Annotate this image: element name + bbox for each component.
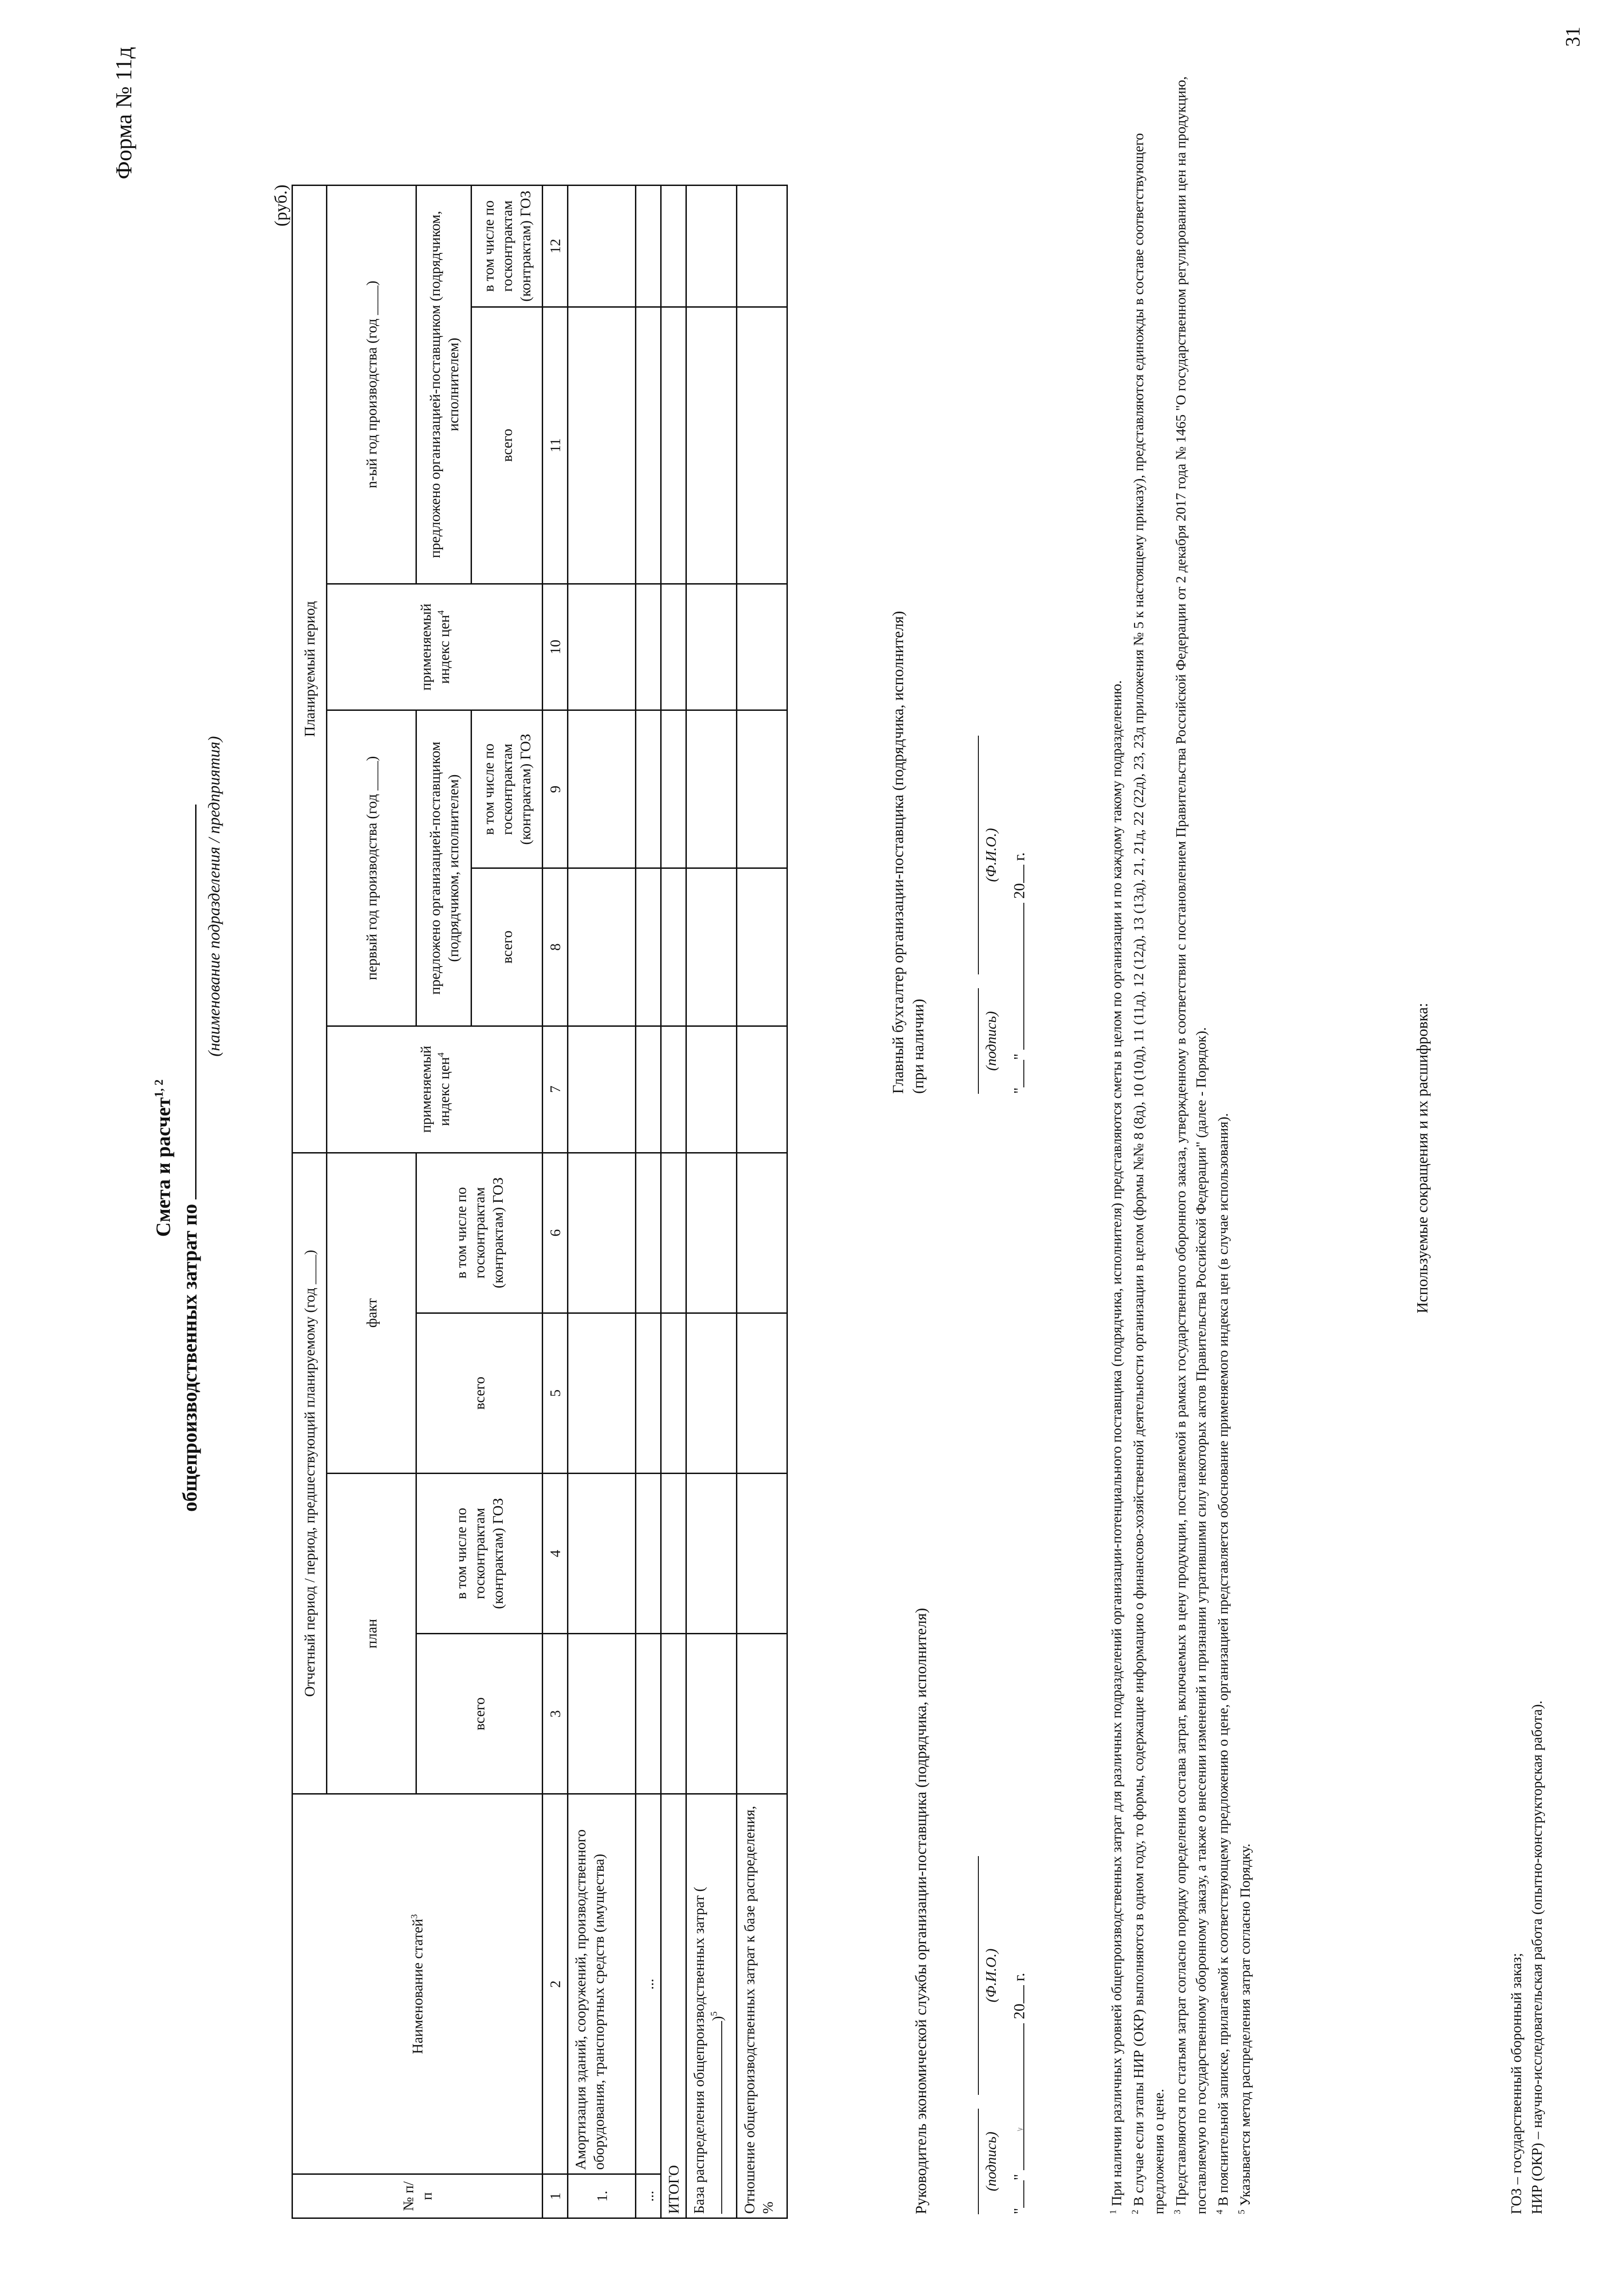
- price-index-2-text: применяемый индекс цен: [417, 603, 452, 691]
- base-label: [686, 1794, 737, 2218]
- date-quote-close: ": [1011, 1053, 1028, 1060]
- date-year-prefix: 20: [1011, 2003, 1028, 2020]
- table-cell[interactable]: [661, 1026, 686, 1153]
- price-index-1-text: применяемый индекс цен: [417, 1046, 452, 1133]
- name-line[interactable]: [978, 1856, 979, 2095]
- table-cell[interactable]: [737, 1153, 787, 1313]
- base-method-line[interactable]: [708, 2021, 722, 2214]
- col-number: 3: [543, 1634, 568, 1794]
- currency-label: (руб.): [271, 185, 291, 227]
- cost-estimate-table: [292, 185, 788, 2219]
- base-label-end: ): [709, 2016, 725, 2021]
- table-cell[interactable]: [737, 1313, 787, 1473]
- table-cell[interactable]: [737, 186, 787, 307]
- document-subtitle: [177, 194, 202, 2122]
- table-cell[interactable]: [661, 868, 686, 1026]
- name-caption: (Ф.И.О.): [983, 1948, 999, 2003]
- table-cell[interactable]: [686, 868, 737, 1026]
- title-footnote-ref: 1, 2: [152, 1079, 166, 1097]
- form-number: Форма № 11д: [111, 47, 136, 180]
- header-first-year: первый год производства (год ____): [327, 710, 416, 1026]
- table-cell[interactable]: [737, 1473, 787, 1633]
- table-cell[interactable]: [686, 1473, 737, 1633]
- table-cell[interactable]: [636, 1473, 661, 1633]
- table-cell[interactable]: [737, 1634, 787, 1794]
- table-cell[interactable]: [661, 186, 686, 307]
- header-planned-period: Планируемый период: [292, 186, 327, 1153]
- table-cell[interactable]: [661, 710, 686, 868]
- table-cell[interactable]: [686, 1026, 737, 1153]
- footnote-text: Указывается метод распределения затрат согласно Порядку.: [1237, 1843, 1253, 2206]
- footnote: [1129, 56, 1169, 2214]
- col-number: 12: [543, 186, 568, 307]
- signature-line[interactable]: [978, 988, 979, 1094]
- date-year-suffix: г.: [1011, 1973, 1028, 1981]
- table-cell[interactable]: [568, 1153, 636, 1313]
- header-number: № п/п: [292, 2174, 543, 2218]
- scan-mark: [1017, 2127, 1023, 2132]
- economic-head-title: Руководитель экономической службы организации-поставщика (подрядчика, исполнителя): [913, 1608, 930, 2214]
- subdivision-name-line: [177, 805, 197, 1199]
- table-cell[interactable]: [636, 1634, 661, 1794]
- col-number: 9: [543, 710, 568, 868]
- date-quote-open: ": [1011, 1087, 1028, 1094]
- date-year-line[interactable]: [1008, 865, 1024, 883]
- col-number: 2: [543, 1794, 568, 2174]
- col-number: 8: [543, 868, 568, 1026]
- footnote-number: 1: [1108, 2210, 1118, 2214]
- base-label-text: База распределения общепроизводственных затрат (: [691, 1886, 707, 2214]
- header-plan: план: [327, 1473, 416, 1794]
- header-name: [292, 1794, 543, 2174]
- col-number: 7: [543, 1026, 568, 1153]
- table-cell[interactable]: [737, 307, 787, 584]
- table-cell[interactable]: [568, 186, 636, 307]
- table-cell[interactable]: [568, 307, 636, 584]
- abbreviation-item: НИР (ОКР) – научно-исследовательская работа (опытно-конструкторская работа).: [1528, 1700, 1545, 2214]
- abbreviations-list: [1506, 1020, 1548, 2214]
- abbreviations-title: Используемые сокращения и их расшифровка:: [1414, 1002, 1431, 1314]
- col-number: 10: [543, 584, 568, 710]
- title-text: Смета и расчет: [152, 1097, 174, 1237]
- name-line[interactable]: [978, 736, 979, 974]
- header-nth-total: всего: [472, 307, 543, 584]
- header-nth-proposed: предложено организацией-поставщиком (подрядчиком, исполнителем): [416, 186, 472, 584]
- footnote-text: Представляются по статьям затрат согласно порядку определения состава затрат, включаемых в цену продукции, поставляемой в рамках государственного оборонного заказа, утвержденному в соответствии с постановлением Правительства Российской Федерации от 2 декабря 2017 года № 1465 "О государственном регулировании цен на продукцию, поставляемую по государственному оборонному заказу, а также о внесении изменений и признании утратившими силу некоторых актов Правительства Российской Федерации" (далее - Порядок).: [1173, 76, 1209, 2214]
- footnote-number: 5: [1236, 2210, 1247, 2214]
- signature-caption: (подпись): [983, 2132, 999, 2191]
- table-cell[interactable]: [661, 584, 686, 710]
- table-cell[interactable]: [568, 1634, 636, 1794]
- footnote: [1213, 56, 1233, 2214]
- economic-head-signature: [911, 1525, 932, 2214]
- page-number: 31: [1561, 27, 1584, 47]
- row-name: ...: [636, 1794, 661, 2174]
- footnote-number: 2: [1130, 2210, 1140, 2214]
- total-label: ИТОГО: [661, 1794, 686, 2218]
- signature-caption: (подпись): [983, 1011, 999, 1071]
- price-index-1-fn: 4: [435, 1052, 446, 1058]
- header-fact: факт: [327, 1153, 416, 1473]
- header-price-index-2: [327, 584, 543, 710]
- abbreviation-item: ГОЗ – государственный оборонный заказ;: [1508, 1953, 1524, 2214]
- table-cell[interactable]: [568, 1313, 636, 1473]
- header-reporting-period: Отчетный период / период, предшествующий планируемому (год ____): [292, 1153, 327, 1794]
- header-name-fn: 3: [409, 1914, 420, 1919]
- footnote: [1106, 56, 1127, 2214]
- table-cell[interactable]: [636, 1313, 661, 1473]
- table-cell[interactable]: [568, 1473, 636, 1633]
- header-plan-goz: в том числе по госконтрактам (контрактам) ГОЗ: [416, 1473, 543, 1633]
- table-cell[interactable]: [636, 1153, 661, 1313]
- table-cell[interactable]: [661, 1473, 686, 1633]
- table-cell[interactable]: [568, 1026, 636, 1153]
- total-row: [661, 186, 686, 2218]
- table-cell[interactable]: [568, 868, 636, 1026]
- footnote: [1171, 56, 1211, 2214]
- col-number: 11: [543, 307, 568, 584]
- header-fact-goz: в том числе по госконтрактам (контрактам) ГОЗ: [416, 1153, 543, 1313]
- ratio-row: [737, 186, 787, 2218]
- economic-head-date: [1008, 1973, 1030, 2214]
- date-day-line[interactable]: [1008, 2180, 1024, 2208]
- base-fn: 5: [709, 2011, 719, 2016]
- header-price-index-1: [327, 1026, 543, 1153]
- table-row: [636, 186, 661, 2218]
- header-fact-total: всего: [416, 1313, 543, 1473]
- date-month-line[interactable]: [1008, 903, 1024, 1050]
- table-cell[interactable]: [661, 1153, 686, 1313]
- table-cell[interactable]: [737, 1026, 787, 1153]
- date-day-line[interactable]: [1008, 1060, 1024, 1087]
- col-number: 5: [543, 1313, 568, 1473]
- date-quote-close: ": [1011, 2174, 1028, 2181]
- col-number: 6: [543, 1153, 568, 1313]
- table-cell[interactable]: [568, 584, 636, 710]
- header-first-goz: в том числе по госконтрактам (контрактам) ГОЗ: [472, 710, 543, 868]
- subdivision-caption: (наименование подразделения / предприятия): [205, 736, 223, 1057]
- table-cell[interactable]: [636, 1026, 661, 1153]
- date-quote-open: ": [1011, 2208, 1028, 2214]
- table-cell[interactable]: [661, 1313, 686, 1473]
- table-cell[interactable]: [737, 584, 787, 710]
- signature-line[interactable]: [978, 2109, 979, 2214]
- footnotes: [1106, 56, 1257, 2214]
- col-number: 1: [543, 2174, 568, 2218]
- subtitle-text: общепроизводственных затрат по: [179, 1204, 201, 1512]
- table-cell[interactable]: [686, 186, 737, 307]
- header-nth-year: n-ый год производства (год ____): [327, 186, 416, 584]
- chief-accountant-signature: [888, 267, 929, 1094]
- table-cell[interactable]: [686, 307, 737, 584]
- footnote-text: При наличии различных уровней общепроизводственных затрат для различных подразделений организации-потенциального поставщика (подрядчика, исполнителя) представляются сметы в целом по организации и по каждому такому подразделению.: [1108, 680, 1124, 2206]
- header-first-total: всего: [472, 868, 543, 1026]
- table-cell[interactable]: [737, 868, 787, 1026]
- footnote: [1235, 56, 1255, 2214]
- footnote-number: 3: [1172, 2210, 1183, 2214]
- table-cell[interactable]: [661, 1634, 686, 1794]
- footnote-text: В случае если этапы НИР (ОКР) выполняются в одном году, то формы, содержащие информацию о финансово-хозяйственной деятельности организации в целом (формы №№ 8 (8д), 10 (10д), 11 (11д), 12 (12д), 13 (13д), 21, 21д, 22 (22д), 23, 23д приложения № 5 к настоящему приказу), представляются единожды в составе соответствующего предложения о цене.: [1130, 133, 1167, 2214]
- name-caption: (Ф.И.О.): [983, 828, 999, 882]
- table-cell[interactable]: [636, 186, 661, 307]
- footnote-text: В пояснительной записке, прилагаемой к соответствующему предложению о цене, организацией представляется обоснование применяемого индекса цен (в случае использования).: [1215, 1113, 1231, 2206]
- footnote-number: 4: [1214, 2210, 1225, 2214]
- date-year-prefix: 20: [1011, 883, 1028, 899]
- date-year-line[interactable]: [1008, 1985, 1024, 2003]
- table-cell[interactable]: [737, 710, 787, 868]
- table-cell[interactable]: [568, 710, 636, 868]
- table-cell[interactable]: [686, 584, 737, 710]
- table-cell[interactable]: [686, 710, 737, 868]
- table-cell[interactable]: [636, 584, 661, 710]
- table-cell[interactable]: [661, 307, 686, 584]
- price-index-2-fn: 4: [435, 610, 446, 615]
- col-number: 4: [543, 1473, 568, 1633]
- row-number: ...: [636, 2174, 661, 2218]
- row-name: Амортизация зданий, сооружений, производственного оборудования, транспортных средств (имущества): [568, 1794, 636, 2174]
- table-cell[interactable]: [636, 868, 661, 1026]
- table-cell[interactable]: [686, 1634, 737, 1794]
- chief-accountant-note: (при наличии): [910, 999, 927, 1094]
- table-cell[interactable]: [686, 1313, 737, 1473]
- header-first-proposed: предложено организацией-поставщиком (подрядчиком, исполнителем): [416, 710, 472, 1026]
- ratio-label: Отношение общепроизводственных затрат к базе распределения, %: [737, 1794, 787, 2218]
- row-number: 1.: [568, 2174, 636, 2218]
- chief-accountant-date: [1008, 852, 1030, 1094]
- table-cell[interactable]: [636, 710, 661, 868]
- header-plan-total: всего: [416, 1634, 543, 1794]
- date-year-suffix: г.: [1011, 852, 1028, 861]
- column-number-row: [543, 186, 568, 2218]
- base-row: [686, 186, 737, 2218]
- chief-accountant-title: Главный бухгалтер организации-поставщика (подрядчика, исполнителя): [890, 611, 907, 1094]
- table-cell[interactable]: [686, 1153, 737, 1313]
- header-name-text: Наименование статей: [409, 1919, 426, 2054]
- header-nth-goz: в том числе по госконтрактам (контрактам) ГОЗ: [472, 186, 543, 307]
- table-cell[interactable]: [636, 307, 661, 584]
- document-title: [152, 837, 175, 1480]
- table-row: [568, 186, 636, 2218]
- date-month-line[interactable]: [1008, 2023, 1024, 2170]
